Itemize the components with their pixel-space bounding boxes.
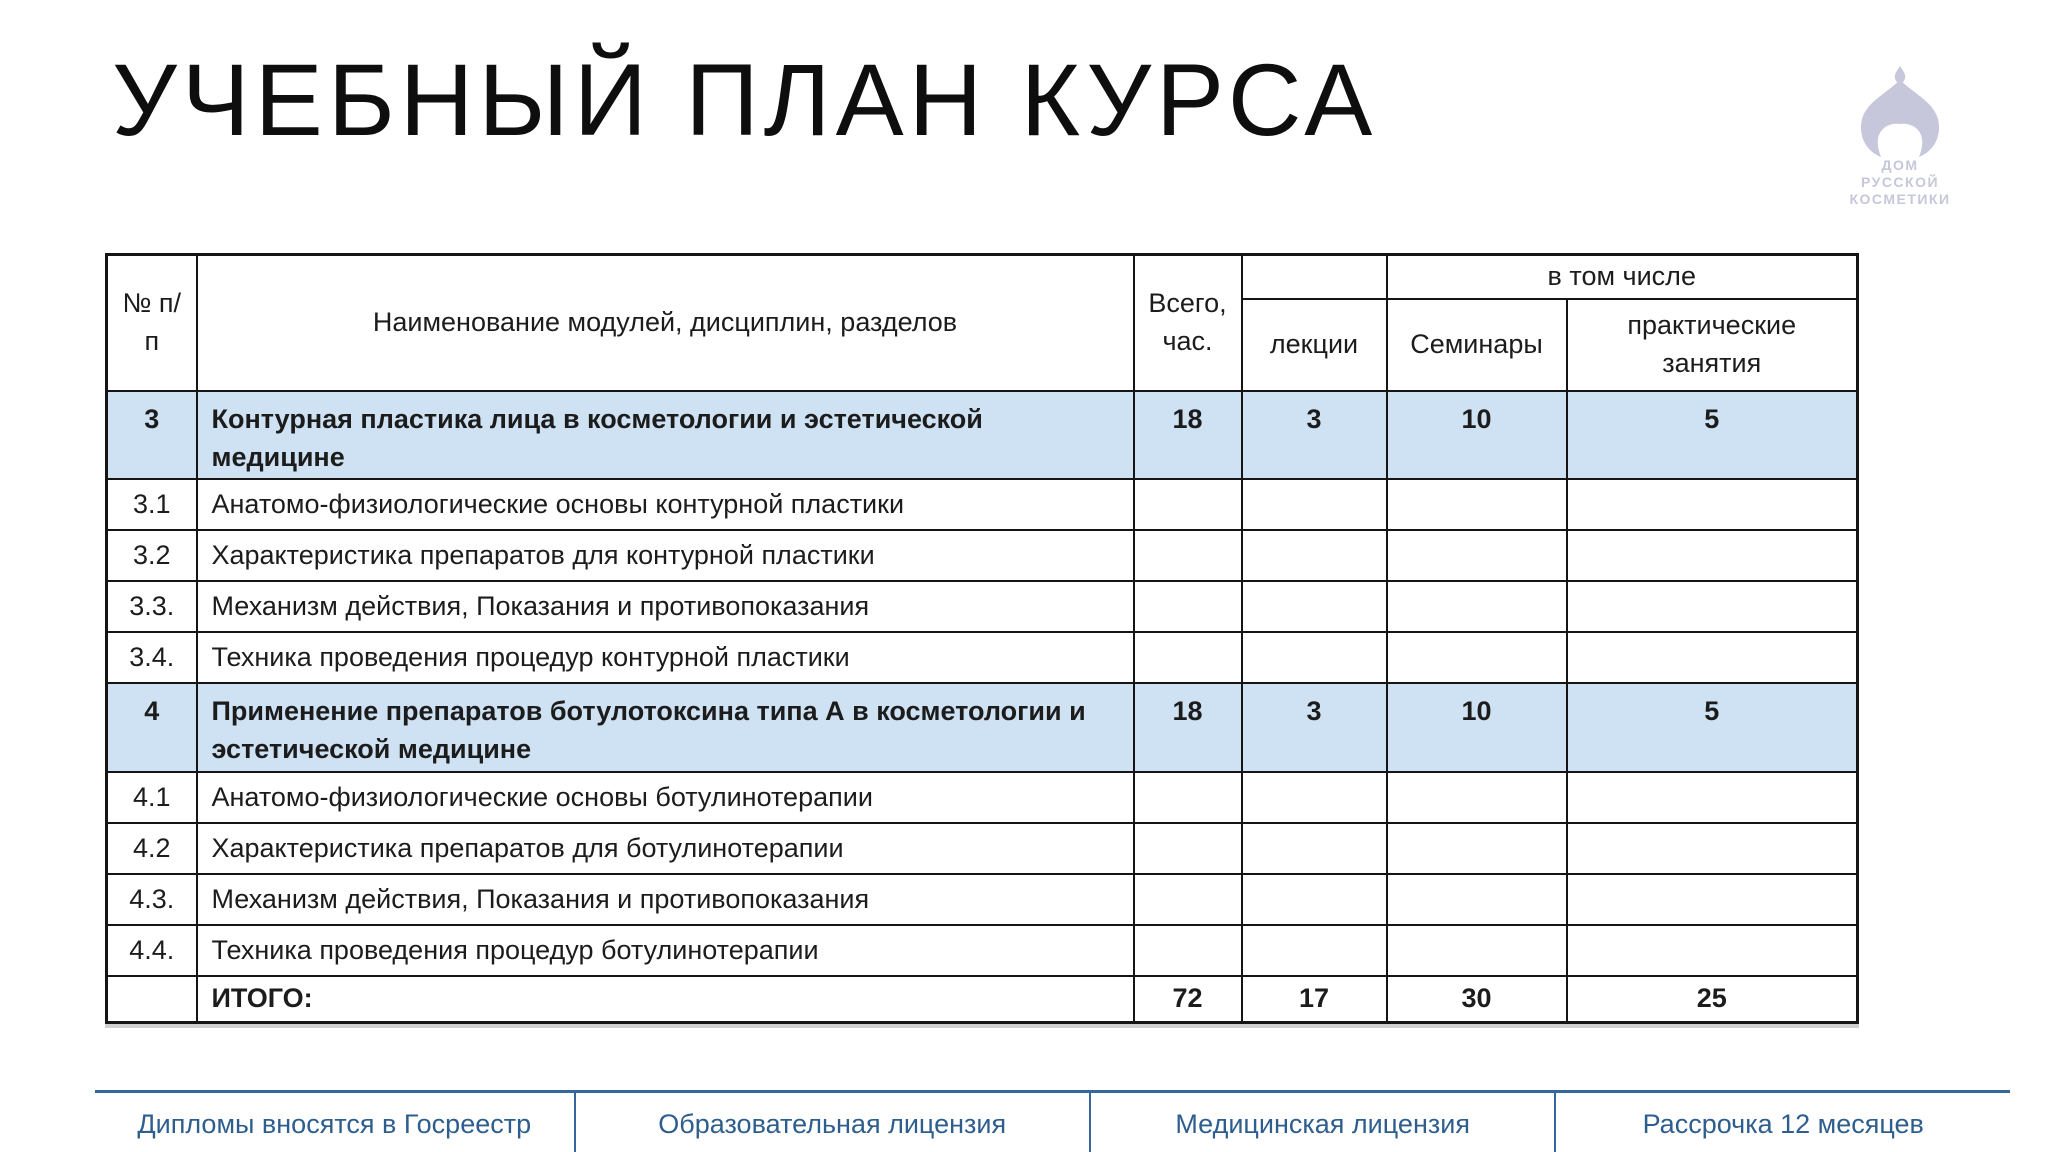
lectures-cell: 3 xyxy=(1242,391,1387,480)
seminars-cell xyxy=(1387,581,1567,632)
table-row xyxy=(107,874,1858,925)
total-hours-cell xyxy=(1134,530,1242,581)
col-header-name: Наименование модулей, дисциплин, разделов xyxy=(197,255,1134,391)
lectures-cell xyxy=(1242,581,1387,632)
footer-item-gosreestr: Дипломы вносятся в Госреестр xyxy=(137,1108,532,1139)
practice-cell xyxy=(1567,925,1858,976)
seminars-cell xyxy=(1387,479,1567,530)
row-num-cell: 3.2 xyxy=(107,530,197,581)
row-num-cell: 3.1 xyxy=(107,479,197,530)
row-num-cell: 3.3. xyxy=(107,581,197,632)
lectures-cell xyxy=(1242,632,1387,683)
lectures-cell: 3 xyxy=(1242,683,1387,772)
practice-cell xyxy=(1567,479,1858,530)
lectures-cell xyxy=(1242,772,1387,823)
footer-item-edu-license: Образовательная лицензия xyxy=(574,1093,1089,1152)
total-hours-cell xyxy=(1134,772,1242,823)
module-name-cell: Механизм действия, Показания и противопоказания xyxy=(197,874,1134,925)
module-name-cell: Техника проведения процедур ботулинотерапии xyxy=(197,925,1134,976)
company-logo xyxy=(1838,62,1962,212)
seminars-cell xyxy=(1387,632,1567,683)
lectures-cell xyxy=(1242,925,1387,976)
row-num-cell: 4.3. xyxy=(107,874,197,925)
col-header-empty-cell xyxy=(1242,255,1387,299)
seminars-cell xyxy=(1387,823,1567,874)
table-row xyxy=(107,925,1858,976)
practice-cell xyxy=(1567,632,1858,683)
row-num-cell: 4.1 xyxy=(107,772,197,823)
table-row xyxy=(107,772,1858,823)
lectures-cell xyxy=(1242,479,1387,530)
practice-cell: 5 xyxy=(1567,391,1858,480)
total-hours-cell: 18 xyxy=(1134,391,1242,480)
curriculum-table xyxy=(105,253,1859,1024)
table-row xyxy=(107,479,1858,530)
total-hours-cell xyxy=(1134,479,1242,530)
footer-item-installment: Рассрочка 12 месяцев xyxy=(1554,1093,2010,1152)
practice-cell xyxy=(1567,823,1858,874)
row-num-cell: 4 xyxy=(107,683,197,772)
module-name-cell: Анатомо-физиологические основы контурной пластики xyxy=(197,479,1134,530)
lectures-cell xyxy=(1242,823,1387,874)
module-name-cell: Техника проведения процедур контурной пластики xyxy=(197,632,1134,683)
lectures-cell: 17 xyxy=(1242,976,1387,1023)
seminars-cell: 10 xyxy=(1387,683,1567,772)
total-hours-cell xyxy=(1134,874,1242,925)
row-num-cell: 4.4. xyxy=(107,925,197,976)
onion-dome-icon xyxy=(1838,62,1962,212)
logo-text-line1: ДОМ xyxy=(1881,157,1919,173)
total-hours-cell xyxy=(1134,823,1242,874)
table-row xyxy=(107,632,1858,683)
module-name-cell: Применение препаратов ботулотоксина типа А в косметологии и эстетической медицине xyxy=(197,683,1134,772)
practice-cell xyxy=(1567,772,1858,823)
col-header-num: № п/п xyxy=(107,255,197,391)
header-row-top xyxy=(107,255,1858,299)
seminars-cell: 10 xyxy=(1387,391,1567,480)
total-hours-cell: 18 xyxy=(1134,683,1242,772)
practice-cell: 5 xyxy=(1567,683,1858,772)
seminars-cell: 30 xyxy=(1387,976,1567,1023)
practice-cell: 25 xyxy=(1567,976,1858,1023)
module-name-cell: ИТОГО: xyxy=(197,976,1134,1023)
row-num-cell: 3 xyxy=(107,391,197,480)
table-row xyxy=(107,976,1858,1023)
total-hours-cell: 72 xyxy=(1134,976,1242,1023)
total-hours-cell xyxy=(1134,925,1242,976)
module-name-cell: Механизм действия, Показания и противопоказания xyxy=(197,581,1134,632)
lectures-cell xyxy=(1242,874,1387,925)
module-name-cell: Характеристика препаратов для ботулинотерапии xyxy=(197,823,1134,874)
module-name-cell: Контурная пластика лица в косметологии и эстетической медицине xyxy=(197,391,1134,480)
practice-cell xyxy=(1567,874,1858,925)
row-num-cell: 3.4. xyxy=(107,632,197,683)
lectures-cell xyxy=(1242,530,1387,581)
footer-item-med-license: Медицинская лицензия xyxy=(1089,1093,1555,1152)
row-num-cell: 4.2 xyxy=(107,823,197,874)
footer-bar xyxy=(95,1090,2010,1152)
seminars-cell xyxy=(1387,874,1567,925)
total-hours-cell xyxy=(1134,632,1242,683)
col-header-practice: практические занятия xyxy=(1567,299,1858,391)
table-row xyxy=(107,391,1858,480)
table-row xyxy=(107,683,1858,772)
practice-cell xyxy=(1567,530,1858,581)
seminars-cell xyxy=(1387,772,1567,823)
table-row xyxy=(107,530,1858,581)
row-num-cell xyxy=(107,976,197,1023)
col-header-total-hours: Всего, час. xyxy=(1134,255,1242,391)
table-row xyxy=(107,581,1858,632)
module-name-cell: Характеристика препаратов для контурной пластики xyxy=(197,530,1134,581)
table-row xyxy=(107,823,1858,874)
module-name-cell: Анатомо-физиологические основы ботулинотерапии xyxy=(197,772,1134,823)
total-hours-cell xyxy=(1134,581,1242,632)
logo-text-line2: РУССКОЙ xyxy=(1860,174,1940,190)
col-header-lectures: лекции xyxy=(1242,299,1387,391)
seminars-cell xyxy=(1387,530,1567,581)
logo-text-line3: КОСМЕТИКИ xyxy=(1849,191,1951,207)
col-header-including: в том числе xyxy=(1387,255,1858,299)
seminars-cell xyxy=(1387,925,1567,976)
page-title: УЧЕБНЫЙ ПЛАН КУРСА xyxy=(112,43,1378,157)
practice-cell xyxy=(1567,581,1858,632)
col-header-seminars: Семинары xyxy=(1387,299,1567,391)
